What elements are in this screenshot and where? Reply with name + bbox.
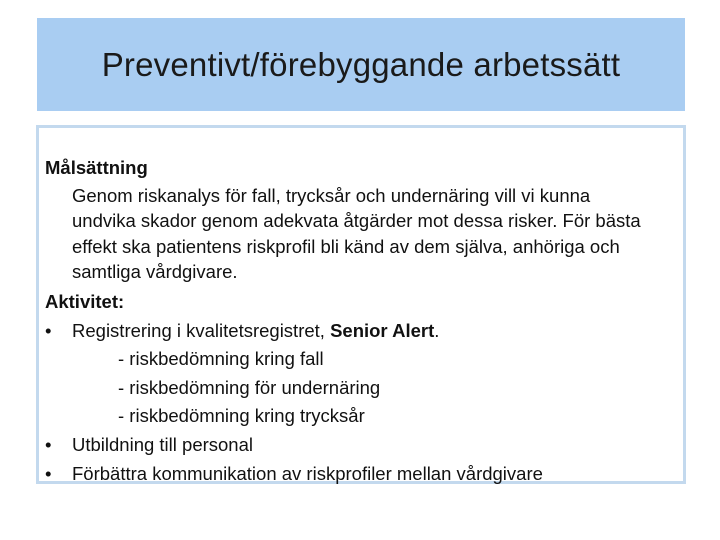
registration-text: Registrering i kvalitetsregistret,: [72, 319, 331, 341]
content-box: [36, 125, 686, 484]
list-item-text: Utbildning till personal: [72, 433, 253, 455]
bullet-icon: •: [45, 433, 52, 455]
goal-text: Genom riskanalys för fall, trycksår och undernäring vill vi kunna undvika skador genom adekvata åtgärder mot dessa risker. För bästa effekt ska patientens riskprofil bli känd av dem själva, anhöriga och samtliga vårdgivare.: [72, 184, 641, 283]
subitem-trycksar: - riskbedömning kring trycksår: [118, 405, 365, 427]
list-item-communication: [45, 460, 685, 489]
list-item-education: [45, 431, 685, 460]
title-banner: [37, 18, 685, 111]
page-title: Preventivt/förebyggande arbetssätt: [101, 45, 621, 83]
goal-heading: Målsättning: [45, 157, 148, 178]
bullet-icon: •: [45, 319, 52, 341]
list-item-registration: [45, 317, 685, 346]
list-item-text: [72, 317, 439, 346]
content-body: [45, 154, 685, 488]
registration-suffix: .: [434, 319, 440, 341]
subitem-fall: - riskbedömning kring fall: [118, 348, 324, 370]
activity-heading: Aktivitet:: [45, 290, 125, 312]
list-item-text: Förbättra kommunikation av riskprofiler mellan vårdgivare: [72, 462, 543, 484]
subitem-undernaring: - riskbedömning för undernäring: [118, 376, 381, 398]
bullet-icon: •: [45, 462, 52, 484]
senior-alert-text: Senior Alert: [330, 319, 435, 341]
